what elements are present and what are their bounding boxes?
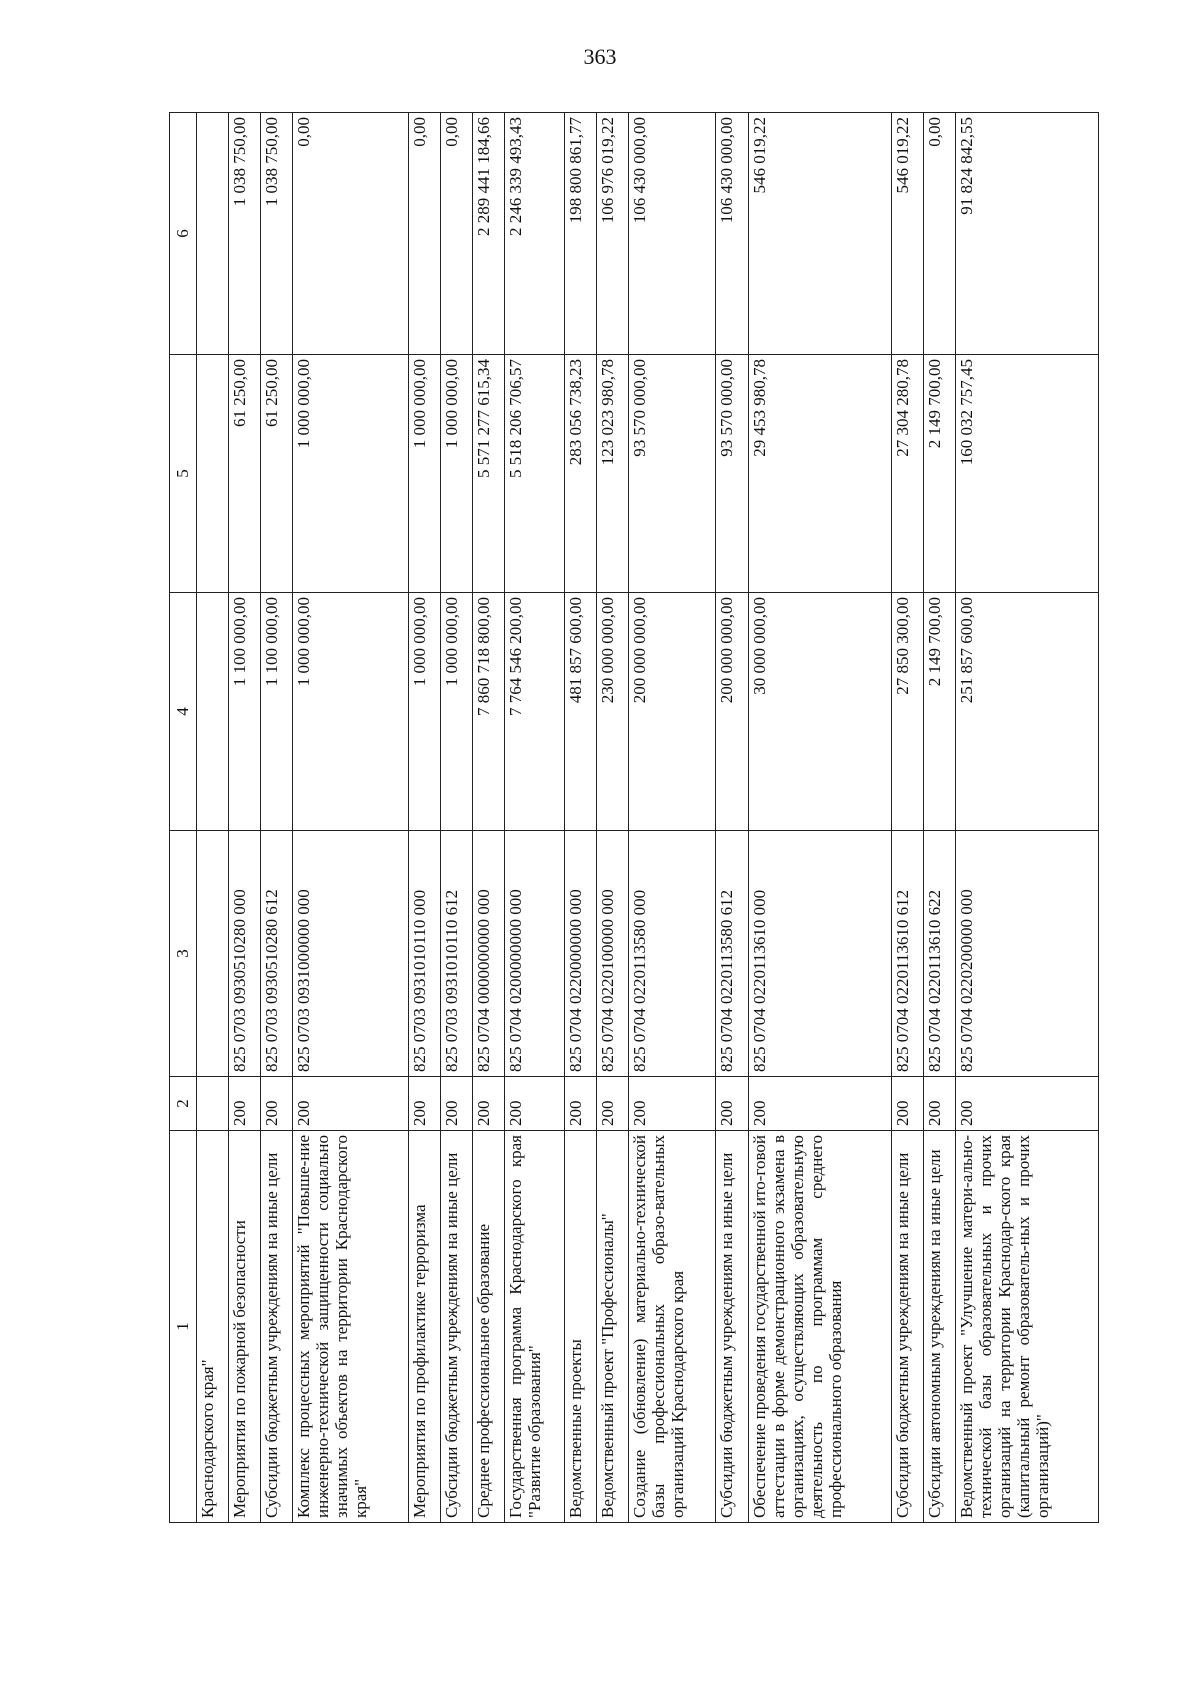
row-name-cell: Субсидии автономным учреждениям на иные цели bbox=[923, 1131, 955, 1523]
row-value-col5: 1 000 000,00 bbox=[440, 355, 472, 593]
table-row bbox=[923, 113, 955, 1523]
rotated-table-container bbox=[169, 113, 1099, 1523]
row-name-cell: Мероприятия по пожарной безопасности bbox=[229, 1131, 261, 1523]
row-value-col6: 106 976 019,22 bbox=[596, 113, 628, 355]
row-value-col6: 2 289 441 184,66 bbox=[472, 113, 504, 355]
row-type-cell: 200 bbox=[440, 1077, 472, 1131]
row-value-col5: 160 032 757,45 bbox=[955, 355, 1098, 593]
row-code-cell: 825 0704 0220113610 612 bbox=[891, 831, 923, 1077]
header-cell: 2 bbox=[170, 1077, 197, 1131]
table-row bbox=[408, 113, 440, 1523]
row-name-cell: Комплекс процессных мероприятий "Повыше-ние инженерно-технической защищенности социально значимых объектов на территории Краснодарского края" bbox=[293, 1131, 408, 1523]
row-value-col4: 200 000 000,00 bbox=[628, 593, 716, 831]
table-row bbox=[628, 113, 716, 1523]
row-type-cell: 200 bbox=[261, 1077, 293, 1131]
row-code-cell: 825 0704 0220113580 000 bbox=[628, 831, 716, 1077]
row-value-col4: 200 000 000,00 bbox=[716, 593, 748, 831]
header-cell: 3 bbox=[170, 831, 197, 1077]
row-value-col6: 91 824 842,55 bbox=[955, 113, 1098, 355]
row-value-col4: 7 764 546 200,00 bbox=[504, 593, 564, 831]
row-value-col4: 1 000 000,00 bbox=[440, 593, 472, 831]
table-row bbox=[472, 113, 504, 1523]
row-value-col6: 0,00 bbox=[923, 113, 955, 355]
row-value-col5: 93 570 000,00 bbox=[716, 355, 748, 593]
row-value-col6: 2 246 339 493,43 bbox=[504, 113, 564, 355]
row-value-col4: 230 000 000,00 bbox=[596, 593, 628, 831]
table-row bbox=[716, 113, 748, 1523]
budget-table bbox=[169, 112, 1099, 1523]
header-cell: 4 bbox=[170, 593, 197, 831]
row-code-cell: 825 0704 0220200000 000 bbox=[955, 831, 1098, 1077]
row-code-cell: 825 0703 0931000000 000 bbox=[293, 831, 408, 1077]
row-name-cell: Ведомственный проект "Профессионалы" bbox=[596, 1131, 628, 1523]
row-name-cell: Субсидии бюджетным учреждениям на иные цели bbox=[716, 1131, 748, 1523]
row-code-cell bbox=[197, 831, 229, 1077]
row-value-col4: 7 860 718 800,00 bbox=[472, 593, 504, 831]
row-value-col5: 123 023 980,78 bbox=[596, 355, 628, 593]
row-code-cell: 825 0703 0931010110 612 bbox=[440, 831, 472, 1077]
row-code-cell: 825 0704 0000000000 000 bbox=[472, 831, 504, 1077]
row-value-col4: 1 100 000,00 bbox=[229, 593, 261, 831]
row-type-cell: 200 bbox=[564, 1077, 596, 1131]
row-value-col5: 2 149 700,00 bbox=[923, 355, 955, 593]
table-row bbox=[891, 113, 923, 1523]
row-code-cell: 825 0704 0220100000 000 bbox=[596, 831, 628, 1077]
row-code-cell: 825 0703 0931010110 000 bbox=[408, 831, 440, 1077]
row-value-col5: 93 570 000,00 bbox=[628, 355, 716, 593]
table-row bbox=[440, 113, 472, 1523]
row-value-col6: 1 038 750,00 bbox=[229, 113, 261, 355]
row-value-col4: 1 100 000,00 bbox=[261, 593, 293, 831]
row-value-col6: 0,00 bbox=[440, 113, 472, 355]
row-code-cell: 825 0704 0220113580 612 bbox=[716, 831, 748, 1077]
row-code-cell: 825 0704 0220113610 622 bbox=[923, 831, 955, 1077]
row-value-col6: 0,00 bbox=[408, 113, 440, 355]
row-value-col5: 61 250,00 bbox=[229, 355, 261, 593]
row-value-col4: 1 000 000,00 bbox=[293, 593, 408, 831]
row-code-cell: 825 0704 0200000000 000 bbox=[504, 831, 564, 1077]
table-row bbox=[748, 113, 891, 1523]
row-value-col5: 5 571 277 615,34 bbox=[472, 355, 504, 593]
row-value-col5 bbox=[197, 355, 229, 593]
table-row bbox=[293, 113, 408, 1523]
row-value-col5: 1 000 000,00 bbox=[293, 355, 408, 593]
row-value-col5: 283 056 738,23 bbox=[564, 355, 596, 593]
row-name-cell: Среднее профессиональное образование bbox=[472, 1131, 504, 1523]
table-row bbox=[955, 113, 1098, 1523]
row-type-cell: 200 bbox=[504, 1077, 564, 1131]
row-name-cell: Мероприятия по профилактике терроризма bbox=[408, 1131, 440, 1523]
row-type-cell: 200 bbox=[293, 1077, 408, 1131]
row-value-col6: 1 038 750,00 bbox=[261, 113, 293, 355]
row-name-cell: Субсидии бюджетным учреждениям на иные цели bbox=[891, 1131, 923, 1523]
row-value-col5: 5 518 206 706,57 bbox=[504, 355, 564, 593]
row-code-cell: 825 0703 0930510280 612 bbox=[261, 831, 293, 1077]
row-value-col5: 29 453 980,78 bbox=[748, 355, 891, 593]
row-name-cell: Создание (обновление) материально-технической базы профессиональных образо-вательных организаций Краснодарского края bbox=[628, 1131, 716, 1523]
row-code-cell: 825 0703 0930510280 000 bbox=[229, 831, 261, 1077]
row-type-cell: 200 bbox=[923, 1077, 955, 1131]
row-value-col4: 481 857 600,00 bbox=[564, 593, 596, 831]
row-code-cell: 825 0704 0220000000 000 bbox=[564, 831, 596, 1077]
row-value-col5: 1 000 000,00 bbox=[408, 355, 440, 593]
row-name-cell: Ведомственный проект "Улучшение матери-ально-технической базы образовательных и прочих организаций на территории Краснодар-ского края (капитальный ремонт образователь-ных и прочих организаций)" bbox=[955, 1131, 1098, 1523]
row-type-cell: 200 bbox=[955, 1077, 1098, 1131]
row-value-col5: 27 304 280,78 bbox=[891, 355, 923, 593]
header-cell: 1 bbox=[170, 1131, 197, 1523]
row-value-col6: 106 430 000,00 bbox=[628, 113, 716, 355]
row-name-cell: Субсидии бюджетным учреждениям на иные цели bbox=[440, 1131, 472, 1523]
table-row bbox=[596, 113, 628, 1523]
page-number: 363 bbox=[583, 44, 617, 69]
row-type-cell: 200 bbox=[748, 1077, 891, 1131]
row-value-col6: 546 019,22 bbox=[891, 113, 923, 355]
table-row bbox=[261, 113, 293, 1523]
row-type-cell: 200 bbox=[408, 1077, 440, 1131]
row-name-cell: Государственная программа Краснодарского края "Развитие образования" bbox=[504, 1131, 564, 1523]
header-cell: 6 bbox=[170, 113, 197, 355]
row-value-col4: 27 850 300,00 bbox=[891, 593, 923, 831]
table-row bbox=[197, 113, 229, 1523]
row-code-cell: 825 0704 0220113610 000 bbox=[748, 831, 891, 1077]
row-type-cell: 200 bbox=[229, 1077, 261, 1131]
table-header-row bbox=[170, 113, 197, 1523]
table-row bbox=[564, 113, 596, 1523]
row-value-col4: 1 000 000,00 bbox=[408, 593, 440, 831]
row-value-col6: 198 800 861,77 bbox=[564, 113, 596, 355]
row-type-cell: 200 bbox=[628, 1077, 716, 1131]
table-row bbox=[229, 113, 261, 1523]
row-value-col6: 106 430 000,00 bbox=[716, 113, 748, 355]
row-value-col4: 2 149 700,00 bbox=[923, 593, 955, 831]
row-type-cell bbox=[197, 1077, 229, 1131]
row-value-col4: 30 000 000,00 bbox=[748, 593, 891, 831]
row-type-cell: 200 bbox=[716, 1077, 748, 1131]
row-type-cell: 200 bbox=[472, 1077, 504, 1131]
row-value-col6 bbox=[197, 113, 229, 355]
row-name-cell: Субсидии бюджетным учреждениям на иные цели bbox=[261, 1131, 293, 1523]
row-value-col6: 0,00 bbox=[293, 113, 408, 355]
row-value-col6: 546 019,22 bbox=[748, 113, 891, 355]
row-type-cell: 200 bbox=[596, 1077, 628, 1131]
header-cell: 5 bbox=[170, 355, 197, 593]
row-value-col4 bbox=[197, 593, 229, 831]
table-row bbox=[504, 113, 564, 1523]
row-type-cell: 200 bbox=[891, 1077, 923, 1131]
row-name-cell: Ведомственные проекты bbox=[564, 1131, 596, 1523]
row-value-col5: 61 250,00 bbox=[261, 355, 293, 593]
row-name-cell: Обеспечение проведения государственной ито-говой аттестации в форме демонстрационного экзамена в организациях, осуществляющих образовательную деятельность по программам среднего профессионального образования bbox=[748, 1131, 891, 1523]
row-name-cell: Краснодарского края" bbox=[197, 1131, 229, 1523]
row-value-col4: 251 857 600,00 bbox=[955, 593, 1098, 831]
